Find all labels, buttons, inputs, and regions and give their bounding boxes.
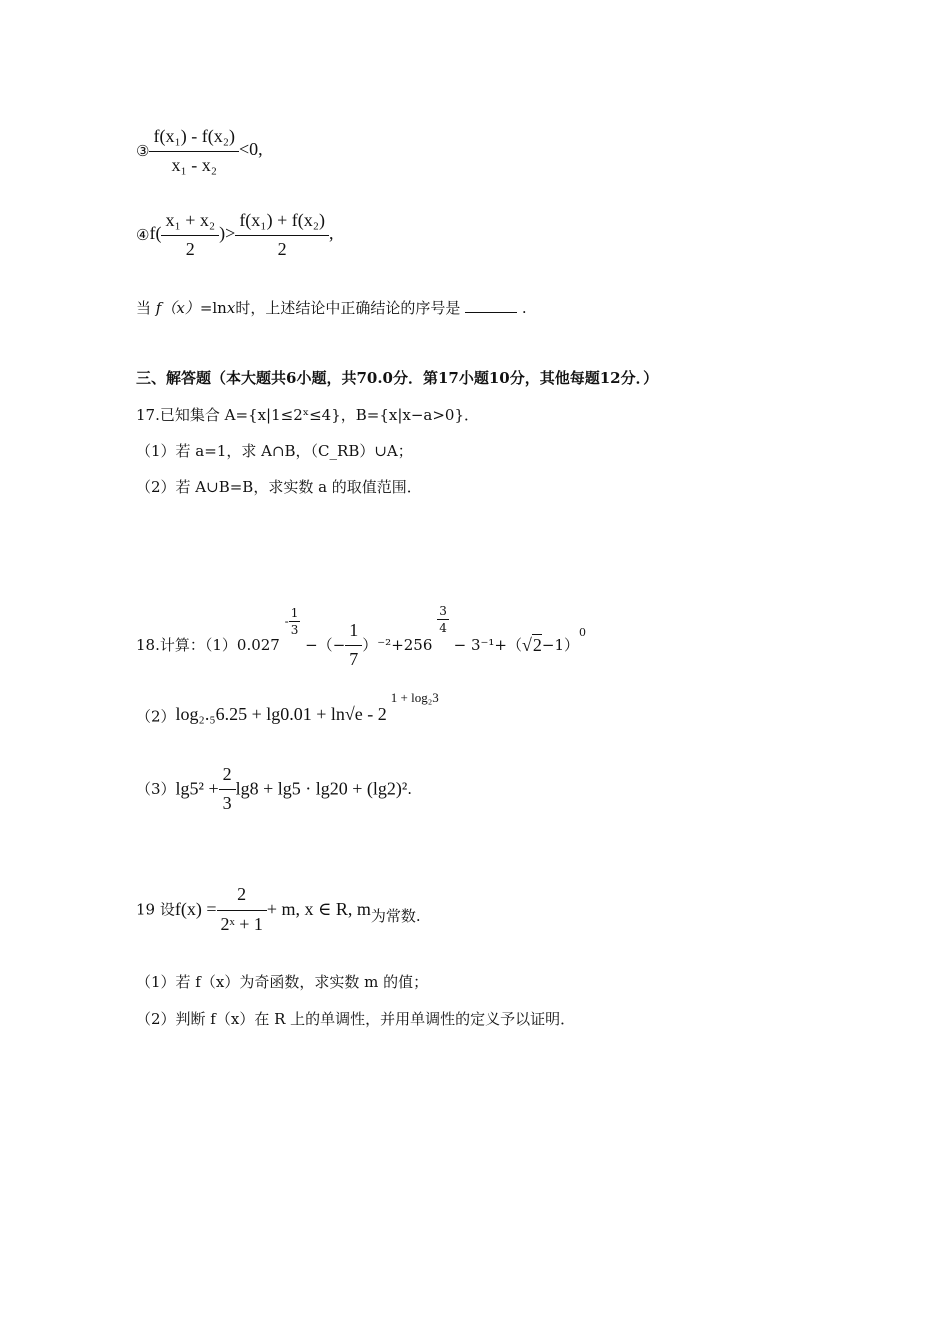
- item-4-marker: ④: [136, 226, 150, 245]
- item-4: [136, 210, 333, 260]
- item-4-rhs-denominator: 2: [277, 238, 287, 259]
- item-4-rhs-numerator: f(x₁) + f(x₂): [235, 210, 329, 236]
- q18-part3: [136, 764, 412, 814]
- item-3-fraction: [149, 126, 239, 176]
- q19-part2: （2）判断 f（x）在 R 上的单调性，并用单调性的定义予以证明．: [136, 1010, 576, 1028]
- q18-exp1: [285, 606, 301, 638]
- q19-den: 2ˣ + 1: [220, 913, 263, 934]
- q18-inner-den: 7: [349, 648, 359, 669]
- q18-zero: 0: [579, 626, 587, 639]
- item-3-relation: <0,: [238, 139, 263, 160]
- q18-part3-a: lg5² +: [175, 778, 219, 799]
- q19-fx: f(x) =: [174, 898, 217, 919]
- q18-part3-end: .: [407, 780, 413, 799]
- item-3-numerator: f(x₁) - f(x₂): [149, 126, 239, 152]
- q18-exp1-sign: -: [284, 614, 289, 629]
- q18-part3-fraction: [219, 764, 236, 814]
- item-4-lhs-suffix: ): [219, 223, 226, 244]
- q17-stem: 17.已知集合 A={x|1≤2ˣ≤4}，B={x|x−a>0}．: [136, 406, 480, 424]
- q18-exp2-den: 4: [439, 621, 447, 636]
- q18-inner-sign: −: [332, 636, 346, 655]
- q18-rest: − 3⁻¹+（: [453, 636, 522, 655]
- q18-exp1-fraction: [289, 606, 301, 638]
- q17-part1: （1）若 a=1，求 A∩B，（C_RB）∪A；: [136, 442, 413, 460]
- when-eq: =ln: [199, 299, 227, 317]
- q18-minus: −（: [305, 636, 333, 655]
- section-heading: 三、解答题（本大题共6小题，共70.0分．第17小题10分，其他每题12分．）: [136, 369, 659, 387]
- q19-tail: 为常数.: [370, 906, 421, 925]
- q18-part3-num: 2: [219, 764, 236, 790]
- item-4-tail: ,: [328, 223, 334, 244]
- q18-rest2: −1）: [541, 636, 580, 655]
- item-4-lhs-denominator: 2: [185, 238, 195, 259]
- when-prefix: 当: [136, 299, 152, 317]
- q19-rest: + m, x ∈ R, m: [266, 898, 371, 919]
- q18-exp1-den: 3: [290, 623, 299, 638]
- item-3-marker: ③: [136, 142, 150, 161]
- q18-part2-expr: log₂.₅6.25 + lg0.01 + ln√e - 2: [175, 704, 387, 724]
- q19-part1: （1）若 f（x）为奇函数，求实数 m 的值；: [136, 973, 429, 991]
- item-3: [136, 126, 263, 176]
- q18-part3-b: lg8 + lg5 · lg20 + (lg2)²: [235, 778, 408, 799]
- item-4-relation: >: [225, 223, 236, 244]
- q19-label: 19 设: [136, 900, 175, 919]
- when-mid: 时，上述结论中正确结论的序号是: [235, 299, 461, 317]
- q18-part2: [136, 690, 439, 726]
- q18-part1: [136, 604, 587, 670]
- q19-stem: [136, 884, 421, 935]
- conclusion-question: [136, 299, 527, 317]
- q18-part2-exp: 1 + log₂3: [390, 690, 439, 705]
- q18-exp2: [437, 604, 449, 636]
- q18-sqrt-body: 2: [532, 634, 542, 655]
- q19-num: 2: [217, 884, 267, 911]
- item-4-lhs-fraction: [161, 210, 219, 260]
- q18-inner-fraction: [345, 620, 362, 670]
- q18-part3-label: （3）: [136, 780, 176, 799]
- q18-part2-label: （2）: [136, 707, 176, 726]
- item-4-lhs-numerator: x₁ + x₂: [161, 210, 219, 236]
- item-4-rhs-fraction: [235, 210, 329, 260]
- q18-inner-num: 1: [345, 620, 362, 646]
- q18-exp2-num: 3: [437, 604, 449, 620]
- when-fx: f（x）: [155, 299, 200, 317]
- when-end: .: [521, 299, 527, 317]
- q18-exp2-fraction: [437, 604, 449, 636]
- answer-blank[interactable]: [465, 300, 517, 313]
- q18-part3-den: 3: [222, 792, 232, 813]
- item-3-denominator: x₁ - x₂: [171, 154, 217, 175]
- q18-sqrt: √2: [522, 634, 542, 655]
- item-4-lhs-prefix: f(: [149, 223, 162, 244]
- q18-exp1-num: 1: [289, 606, 301, 622]
- q18-label: 18.计算：（1）0.027: [136, 636, 280, 655]
- q19-fraction: [217, 884, 267, 935]
- when-x: x: [226, 299, 236, 317]
- q18-close-exp: ）⁻²+256: [362, 636, 433, 655]
- q17-part2: （2）若 A∪B=B，求实数 a 的取值范围．: [136, 478, 422, 496]
